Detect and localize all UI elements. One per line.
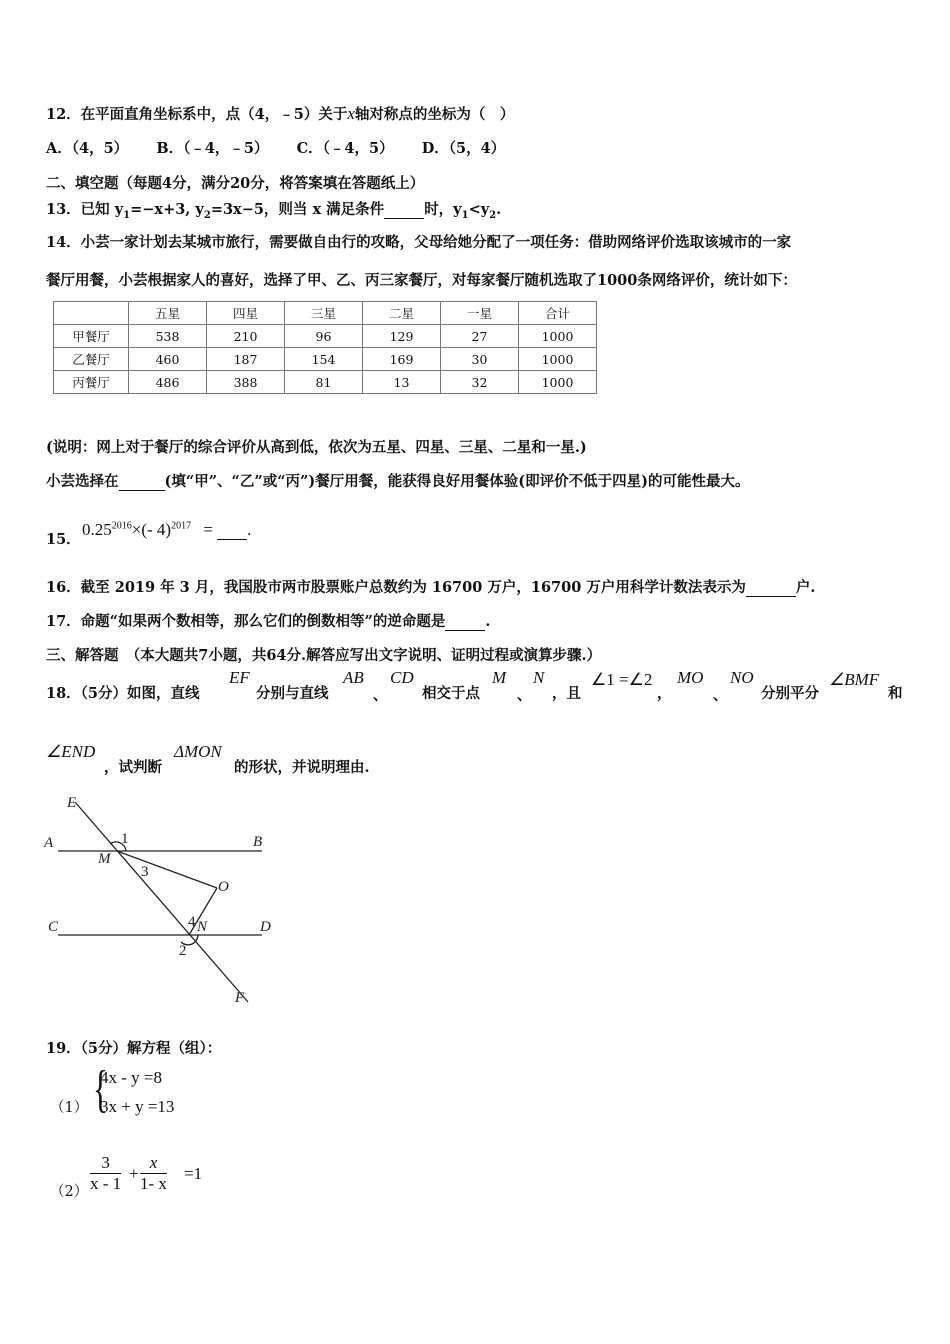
fraction-1-numerator: 3 xyxy=(90,1153,121,1174)
equation-1: 4x - y =8 xyxy=(100,1068,162,1087)
table-row xyxy=(54,371,597,394)
q18-t5: 分别平分 xyxy=(761,685,819,702)
q18-sep2: 、 xyxy=(517,687,532,704)
q16: 16．截至 2019 年 3 月，我国股市两市股票账户总数约为 16700 万户，16700 万户用科学计数法表示为 户. xyxy=(46,579,816,596)
q19-part2-label: （2） xyxy=(50,1184,89,1200)
table-cell: 154 xyxy=(285,348,363,371)
q18-mo: MO xyxy=(677,668,704,687)
section-2-heading: 二、填空题（每题4分，满分20分，将答案填在答题纸上） xyxy=(46,175,425,192)
label-3: 3 xyxy=(141,864,149,880)
q19-num: 19．（5分）解方程（组）： xyxy=(46,1040,222,1057)
table-cell xyxy=(54,302,129,325)
q14-line1: 14．小芸一家计划去某城市旅行，需要做自由行的攻略，父母给她分配了一项任务：借助网络评价选取该城市的一家 xyxy=(46,234,792,251)
q14-question: 小芸选择在 (填“甲”、“乙”或“丙”)餐厅用餐，能获得良好用餐体验(即评价不低于四星)的可能性最大。 xyxy=(46,473,750,490)
q18-t4: ， xyxy=(657,685,672,702)
line-ef xyxy=(75,802,248,1002)
table-cell: 169 xyxy=(363,348,441,371)
table-cell: 合计 xyxy=(519,302,597,325)
table-row xyxy=(54,348,597,371)
q18-cd: CD xyxy=(390,668,414,687)
q15-number: 15． xyxy=(46,531,81,548)
system-brace: { xyxy=(92,1061,108,1118)
q18-ab: AB xyxy=(343,668,364,687)
ratings-table xyxy=(53,301,597,394)
q15-expression: $0.25^{2016}\times(-$ 4)$^{2017}$ = . xyxy=(82,520,252,539)
equation-rhs: =1 xyxy=(184,1164,203,1183)
fraction-1 xyxy=(90,1153,121,1194)
table-cell: 一星 xyxy=(441,302,519,325)
option-d: D．（5，4） xyxy=(421,140,506,157)
label-4: 4 xyxy=(188,914,196,930)
label-c: C xyxy=(48,919,59,935)
table-cell: 32 xyxy=(441,371,519,394)
q18-t8: 的形状，并说明理由. xyxy=(234,759,370,776)
label-e: E xyxy=(67,795,77,811)
q18-t1: 分别与直线 xyxy=(256,685,329,702)
table-cell: 三星 xyxy=(285,302,363,325)
q14-note: (说明：网上对于餐厅的综合评价从高到低，依次为五星、四星、三星、二星和一星.) xyxy=(46,439,587,456)
table-cell: 丙餐厅 xyxy=(54,371,129,394)
q18-t6: 和 xyxy=(888,685,903,702)
q18-no: NO xyxy=(730,668,754,687)
table-cell: 129 xyxy=(363,325,441,348)
q19-part1-label: （1） xyxy=(50,1100,89,1116)
table-cell: 210 xyxy=(207,325,285,348)
table-cell: 1000 xyxy=(519,371,597,394)
table-cell: 乙餐厅 xyxy=(54,348,129,371)
fraction-2-numerator: x xyxy=(140,1153,167,1174)
section-3-heading: 三、解答题 （本大题共7小题，共64分.解答应写出文字说明、证明过程或演算步骤.） xyxy=(46,647,602,664)
q14-line2: 餐厅用餐，小芸根据家人的喜好，选择了甲、乙、丙三家餐厅，对每家餐厅随机选取了1000条网络评价，统计如下： xyxy=(46,272,797,289)
table-cell: 甲餐厅 xyxy=(54,325,129,348)
label-o: O xyxy=(218,879,229,895)
q12-options xyxy=(46,137,505,158)
q18-figure xyxy=(40,790,280,1010)
q18-n: N xyxy=(533,668,545,687)
fraction-2-denominator: 1- x xyxy=(140,1174,167,1193)
fraction-1-denominator: x - 1 xyxy=(90,1174,122,1193)
q18-mon: ΔMON xyxy=(174,742,222,761)
table-cell: 538 xyxy=(129,325,207,348)
q17: 17．命题“如果两个数相等，那么它们的倒数相等”的逆命题是 . xyxy=(46,613,491,630)
table-row xyxy=(54,325,597,348)
table-cell: 486 xyxy=(129,371,207,394)
q18-t2: 相交于点 xyxy=(422,685,480,702)
option-c: C．（﹣4，5） xyxy=(296,140,394,157)
fraction-2 xyxy=(140,1153,167,1194)
table-cell: 81 xyxy=(285,371,363,394)
q12-stem: 12．在平面直角坐标系中，点（4，﹣5）关于x轴对称点的坐标为（ ） xyxy=(46,104,515,123)
q18-t3: ，且 xyxy=(552,685,581,702)
option-a: A．（4，5） xyxy=(46,140,129,157)
table-cell: 五星 xyxy=(129,302,207,325)
label-n: N xyxy=(197,919,208,935)
table-header-row xyxy=(54,302,597,325)
q18-ef: EF xyxy=(229,668,250,687)
q18-num: 18．（5分）如图，直线 xyxy=(46,685,200,702)
table-cell: 388 xyxy=(207,371,285,394)
q18-condition: ∠1 =∠2 xyxy=(591,670,653,689)
label-f: F xyxy=(235,990,245,1006)
q18-sep1: 、 xyxy=(373,687,388,704)
equation-2: 3x + y =13 xyxy=(100,1097,175,1116)
q18-sep3: 、 xyxy=(713,687,728,704)
label-b: B xyxy=(253,834,263,850)
q13: 13．已知 $y_1=-x+3$, $y_2=3x-5$，则当 x 满足条件 时，$y_1<y_2$. xyxy=(46,201,502,221)
segment-mo xyxy=(117,851,217,888)
table-cell: 460 xyxy=(129,348,207,371)
table-cell: 30 xyxy=(441,348,519,371)
q18-t7: ，试判断 xyxy=(104,759,162,776)
table-cell: 27 xyxy=(441,325,519,348)
table-cell: 13 xyxy=(363,371,441,394)
plus-sign: + xyxy=(129,1164,139,1183)
q18-end: ∠END xyxy=(46,742,96,761)
option-b: B．（﹣4，﹣5） xyxy=(156,140,269,157)
table-cell: 1000 xyxy=(519,348,597,371)
table-cell: 二星 xyxy=(363,302,441,325)
table-cell: 187 xyxy=(207,348,285,371)
table-cell: 1000 xyxy=(519,325,597,348)
q18-m: M xyxy=(492,668,507,687)
label-d: D xyxy=(260,919,271,935)
label-2: 2 xyxy=(179,943,187,959)
label-1: 1 xyxy=(121,831,129,847)
table-cell: 96 xyxy=(285,325,363,348)
q18-bmf: ∠BMF xyxy=(829,670,880,689)
label-a: A xyxy=(44,835,54,851)
table-cell: 四星 xyxy=(207,302,285,325)
label-m: M xyxy=(98,851,111,867)
